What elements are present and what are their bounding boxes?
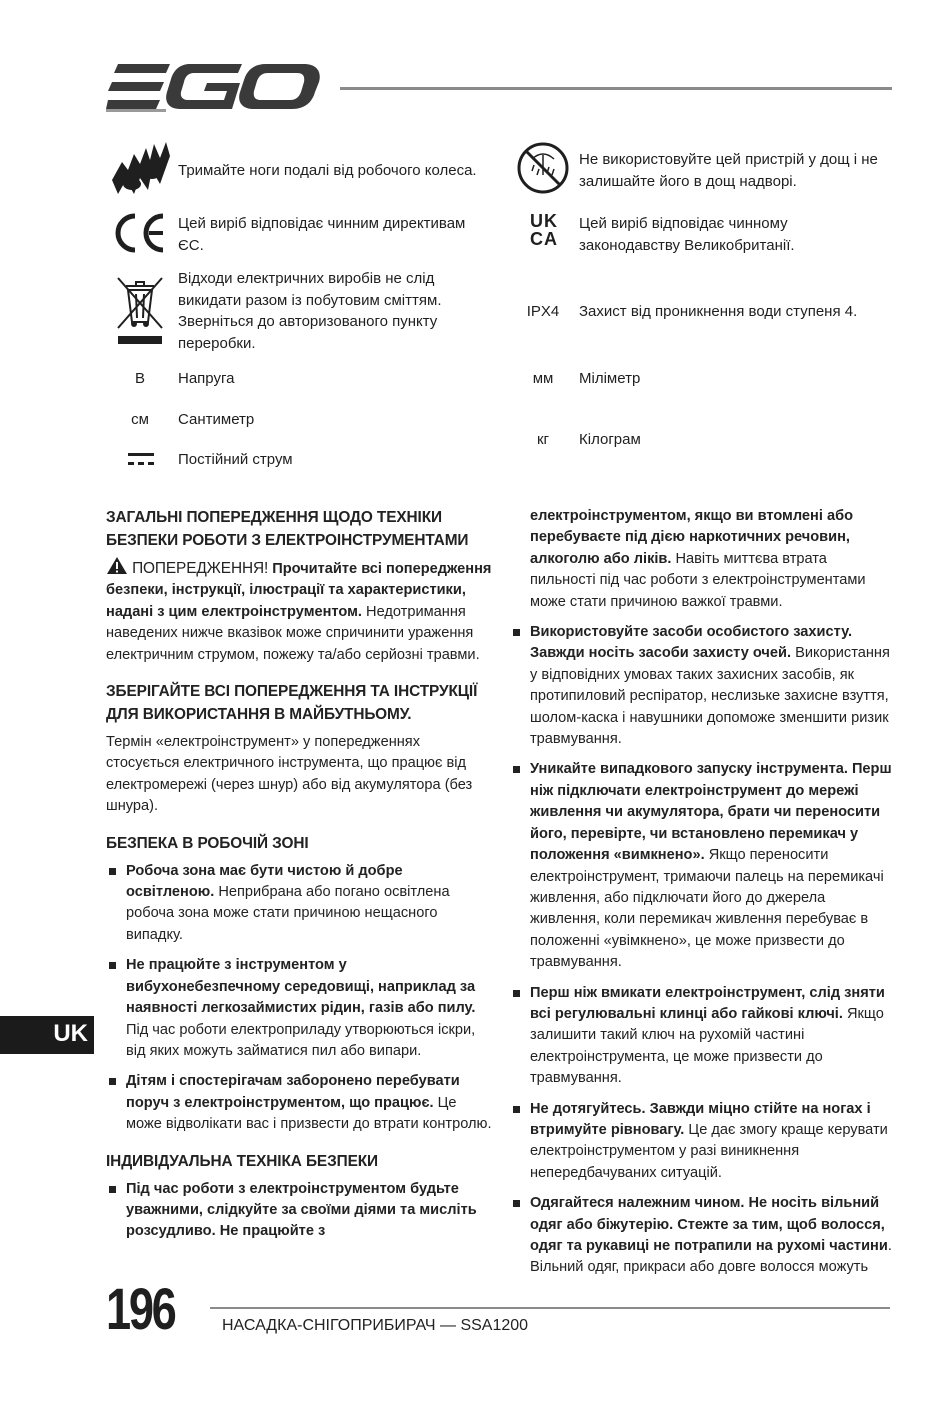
symbol-abbr-volt: В — [134, 370, 145, 387]
symbol-text-cm: Сантиметр — [178, 411, 255, 428]
list-item: Перш ніж вмикати електроінструмент, слід зняти всі регулювальні клинці або гайкові ключі. Якщо залишити такий ключ на рухомій частині електроінструмента, це може призвести до травмування. — [510, 983, 892, 1090]
warning-paragraph — [106, 556, 492, 666]
list-item: Під час роботи з електроінструментом будьте уважними, слідкуйте за своїми діями та мисліть розсудливо. Не працюйте з — [106, 1179, 492, 1243]
ego-logo — [106, 62, 321, 112]
term-definition-text: Термін «електроінструмент» у попередженнях стосується електричного інструмента, що працює від електромережі (через шнур) або від акумулятора (без шнура). — [106, 734, 473, 815]
symbol-text-mm: Міліметр — [579, 370, 641, 387]
symbol-text-dc: Постійний струм — [178, 451, 293, 468]
continued-paragraph: електроінструментом, якщо ви втомлені або перебуваєте під дією наркотичних речовин, алкоголю або ліків. Навіть миттєва втрата пильності під час роботи з електроінструментами може стати причиною важкої травми. — [530, 508, 866, 610]
warning-word: ПОПЕРЕДЖЕННЯ! — [132, 560, 269, 577]
footer-title: НАСАДКА-СНІГОПРИБИРАЧ — SSA1200 — [222, 1317, 529, 1334]
weee-crossed-bin-icon — [114, 274, 166, 346]
list-item: Робоча зона має бути чистою й добре освітленою. Неприбрана або погано освітлена робоча зона може стати причиною нещасного випадку. — [106, 861, 492, 947]
footer-rule — [210, 1307, 890, 1309]
symbol-abbr-ipx4: IPX4 — [526, 303, 560, 320]
list-item: Використовуйте засоби особистого захисту. Завжди носіть засоби захисту очей. Використання у відповідних умовах таких захисних засобів, як протипиловий респіратор, неслизьке захисне взуття, шолом-каска і навушники допоможе зменшити ризик травмування. — [510, 622, 892, 750]
list-item: Не працюйте з інструментом у вибухонебезпечному середовищі, наприклад за наявності легкозаймистих рідин, газів або пилу. Під час роботи електроприладу утворюються іскри, від яких можуть займатися пил або випари. — [106, 955, 492, 1062]
feet-away-from-impeller-icon — [110, 140, 174, 196]
list-item: Не дотягуйтесь. Завжди міцно стійте на ногах і втримуйте рівновагу. Це дає змогу краще керувати електроінструментом у разі виникнення непередбачуваних ситуацій. — [510, 1099, 892, 1185]
symbol-text-no-rain: Не використовуйте цей пристрій у дощ і не залишайте його в дощ надворі. — [579, 151, 878, 190]
symbol-abbr-cm: см — [131, 411, 149, 428]
symbol-text-ukca: Цей виріб відповідає чинному законодавству Великобританії. — [579, 215, 795, 254]
right-column — [510, 506, 892, 1279]
ukca-mark-icon: UK CA — [530, 211, 558, 249]
ce-mark-icon — [113, 212, 167, 254]
symbol-text-ipx4: Захист від проникнення води ступеня 4. — [579, 303, 858, 320]
warning-bold-text: Прочитайте всі попередження безпеки, інструкції, ілюстрації та характеристики, надані з цим електроінструментом. — [106, 561, 492, 620]
warning-text: Недотримання наведених нижче вказівок може спричинити ураження електричним струмом, пожежу та/або серйозні травми. — [106, 603, 480, 663]
symbol-text-volt: Напруга — [178, 370, 235, 387]
symbol-text-feet: Тримайте ноги подалі від робочого колеса. — [178, 162, 477, 179]
symbol-abbr-kg: кг — [536, 431, 550, 448]
list-item: Уникайте випадкового запуску інструмента. Перш ніж підключати електроінструмент до мережі живлення чи акумулятора, брати чи переносити його, перевірте, чи встановлено перемикач у положення «вимкнено». Якщо переносити електроінструмент, тримаючи палець на перемикачі живлення, або підключати його до джерела живлення, коли перемикач живлення перебуває в положенні «увімкнено», це може призвести до травмування. — [510, 759, 892, 973]
page-number: 196 — [106, 1277, 175, 1342]
language-tab-label: UK — [53, 1020, 88, 1047]
symbol-abbr-mm: мм — [532, 370, 554, 387]
personal-safety-heading: ІНДИВІДУАЛЬНА ТЕХНІКА БЕЗПЕКИ — [106, 1152, 379, 1170]
no-rain-icon — [516, 141, 570, 195]
save-instructions-heading: ЗБЕРІГАЙТЕ ВСІ ПОПЕРЕДЖЕННЯ ТА ІНСТРУКЦІЇ ДЛЯ ВИКОРИСТАННЯ В МАЙБУТНЬОМУ. — [106, 683, 478, 724]
symbol-text-ce: Цей виріб відповідає чинним директивам ЄС. — [178, 215, 466, 254]
left-column — [106, 506, 492, 1243]
symbol-text-kg: Кілограм — [579, 431, 641, 448]
header-rule — [340, 87, 892, 90]
language-tab — [0, 1016, 94, 1054]
work-area-heading: БЕЗПЕКА В РОБОЧІЙ ЗОНІ — [106, 834, 309, 852]
symbol-text-weee: Відходи електричних виробів не слід викидати разом із побутовим сміттям. Зверніться до авторизованого пункту переробки. — [178, 270, 442, 352]
general-safety-heading: ЗАГАЛЬНІ ПОПЕРЕДЖЕННЯ ЩОДО ТЕХНІКИ БЕЗПЕКИ РОБОТИ З ЕЛЕКТРОІНСТРУМЕНТАМИ — [106, 509, 469, 549]
direct-current-icon — [128, 452, 154, 466]
list-item: Одягайтеся належним чином. Не носіть вільний одяг або біжутерію. Стежте за тим, щоб волосся, одяг та рукавиці не потрапили на рухомі частини. Вільний одяг, прикраси або довге волосся можуть — [510, 1193, 892, 1279]
list-item: Дітям і спостерігачам заборонено перебувати поруч з електроінструментом, що працює. Це може відволікати вас і призвести до втрати контролю. — [106, 1071, 492, 1135]
warning-triangle-icon — [106, 556, 128, 575]
